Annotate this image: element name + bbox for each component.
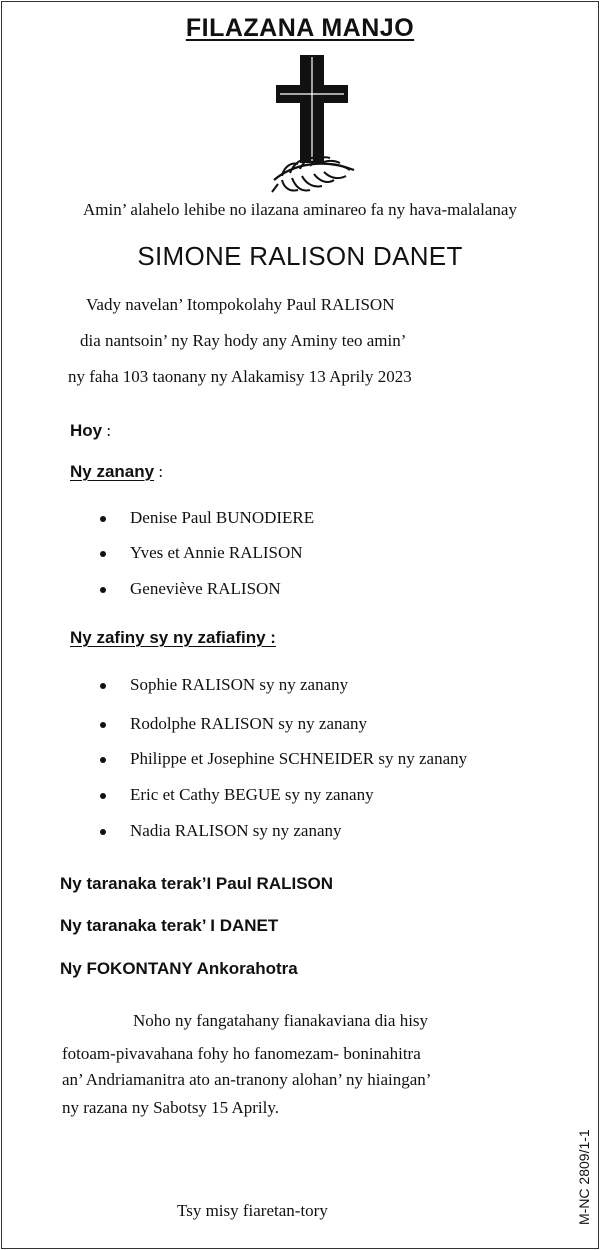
bullet-icon bbox=[100, 551, 106, 557]
bullet-icon bbox=[100, 722, 106, 728]
closing-line-1: Noho ny fangatahany fianakaviana dia hisy bbox=[133, 1011, 429, 1030]
bullet-icon bbox=[100, 683, 106, 689]
hoy-label: Hoy : bbox=[70, 421, 112, 440]
intro-text: Amin’ alahelo lehibe no ilazana aminareo fa ny hava-malalanay bbox=[83, 200, 517, 219]
closing-line-2: fotoam-pivavahana fohy ho fanomezam- boninahitra bbox=[62, 1044, 421, 1063]
family-line-3: Ny FOKONTANY Ankorahotra bbox=[60, 959, 298, 978]
family-line-1: Ny taranaka terak’I Paul RALISON bbox=[60, 874, 334, 893]
footer-note: Tsy misy fiaretan-tory bbox=[177, 1201, 328, 1220]
bullet-icon bbox=[100, 829, 106, 835]
closing-line-3: an’ Andriamanitra ato an-tranony alohan’ ny hiaingan’ bbox=[62, 1070, 432, 1089]
children-heading: Ny zanany : bbox=[70, 462, 164, 481]
deceased-name: SIMONE RALISON DANET bbox=[137, 241, 463, 271]
side-reference bbox=[574, 1120, 594, 1225]
announcement-line-2: dia nantsoin’ ny Ray hody any Aminy teo amin’ bbox=[80, 331, 407, 350]
announcement-line-3: ny faha 103 taonany ny Alakamisy 13 Aprily 2023 bbox=[68, 367, 412, 386]
cross-with-palm-icon bbox=[268, 52, 358, 198]
family-line-2: Ny taranaka terak’ I DANET bbox=[60, 916, 279, 935]
bullet-icon bbox=[100, 757, 106, 763]
bullet-icon bbox=[100, 793, 106, 799]
notice-title: FILAZANA MANJO bbox=[185, 14, 415, 42]
grandchildren-heading: Ny zafiny sy ny zafiafiny : bbox=[70, 628, 276, 647]
closing-line-4: ny razana ny Sabotsy 15 Aprily. bbox=[62, 1098, 280, 1117]
side-reference-code: M-NC 2809/1-1 bbox=[576, 1129, 592, 1225]
bullet-icon bbox=[100, 516, 106, 522]
bullet-icon bbox=[100, 587, 106, 593]
announcement-line-1: Vady navelan’ Itompokolahy Paul RALISON bbox=[86, 295, 395, 314]
